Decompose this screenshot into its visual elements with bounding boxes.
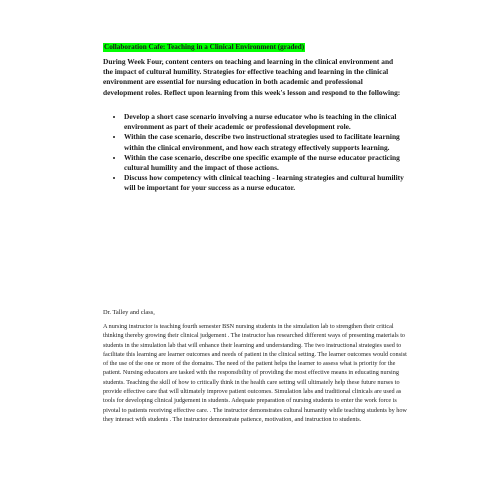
bullet-item: • Develop a short case scenario involving a nurse educator who is teaching in the clinical environment as part of their academic or professional development role.: [124, 112, 406, 132]
response-salutation: Dr. Talley and class,: [103, 309, 155, 316]
bullet-item: • Discuss how competency with clinical teaching - learning strategies and cultural humility will be important for your success as a nurse educator.: [124, 173, 406, 193]
bullet-item: • Within the case scenario, describe two instructional strategies used to facilitate learning within the clinical environment, and how each strategy effectively supports learning.: [124, 132, 406, 152]
bullet-item: • Within the case scenario, describe one specific example of the nurse educator practicing cultural humility and the impact of those actions.: [124, 153, 406, 173]
response-body: A nursing instructor is teaching fourth semester BSN nursing students in the simulation lab to strengthen their critical thinking thereby growing their clinical judgement . The instructor has researched different ways of presenting materials to students in the simulation lab that will enhance their learning and understanding. The two instructional strategies used to facilitate this learning are learner outcomes and needs of patient in the clinical setting. The learner outcomes would consist of the use of the one or more of the domains. The need of the patient helps the learner to assess what is priority for the patient. Nursing educators are tasked with the responsibility of providing the most effective means in educating nursing students. Teaching the skill of how to critically think in the health care setting will ultimately help these future nurses to provide effective care that will ultimately improve patient outcomes. Simulation labs and traditional clinicals are used as tools for developing clinical judgement in students. Adequate preparation of nursing students to enter the work force is pivotal to patients receiving effective care. . The instructor demonstrates cultural humanity while teaching students by how they interact with students . The instructor demonstrate patience, motivation, and instruction to students.: [103, 323, 407, 423]
assignment-intro: During Week Four, content centers on teaching and learning in the clinical environment and the impact of cultural humility. Strategies for effective teaching and learning in the clinical environment are essential for nursing education in both academic and professional development roles. Reflect upon learning from this week's lesson and respond to the following:: [103, 57, 401, 97]
assignment-bullet-list: [112, 112, 406, 194]
assignment-heading: Collaboration Cafe: Teaching in a Clinical Environment (graded): [104, 43, 305, 51]
